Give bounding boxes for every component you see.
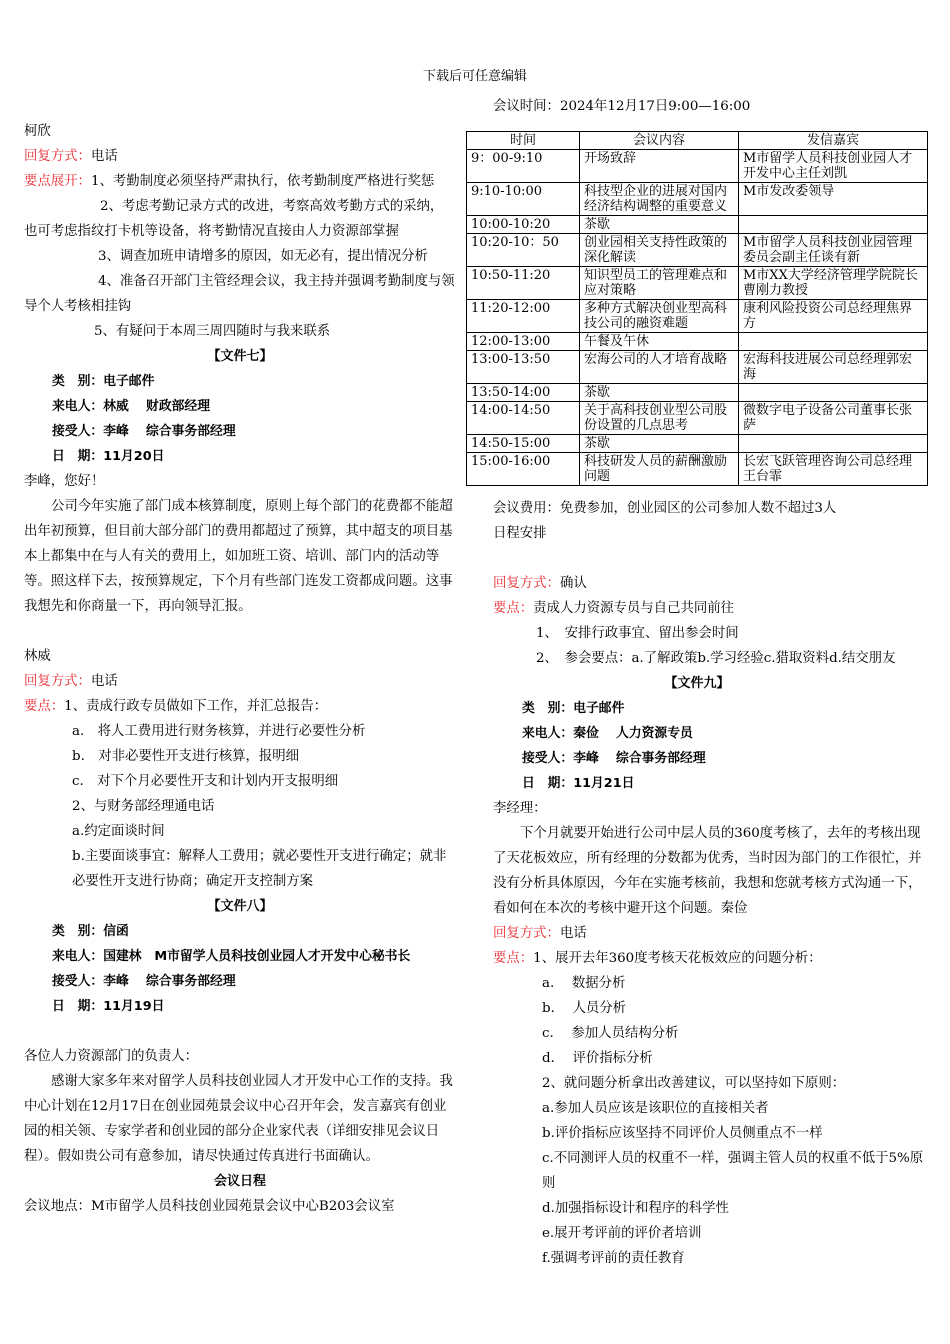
agenda-cell-content: 科技型企业的进展对国内经济结构调整的重要意义 — [580, 183, 739, 216]
agenda-cell-content: 午餐及午休 — [580, 333, 739, 351]
reply4-point-1a: a. 数据分析 — [542, 976, 626, 991]
spacer — [466, 119, 928, 131]
agenda-cell-time: 13:50-14:00 — [467, 384, 580, 402]
agenda-row — [467, 435, 928, 453]
agenda-cell-time: 14:00-14:50 — [467, 402, 580, 435]
meeting-time: 会议时间：2024年12月17日9:00—16:00 — [493, 99, 751, 114]
reply3-point-1: 1、 安排行政事宜、留出参会时间 — [536, 626, 739, 641]
reply4-point-2a: a.参加人员应该是该职位的直接相关者 — [542, 1101, 769, 1116]
agenda-row — [467, 384, 928, 402]
agenda-table-header-row — [467, 132, 928, 150]
reply3-point-main: 责成人力资源专员与自己共同前往 — [533, 601, 735, 616]
reply2-method-label: 回复方式： — [24, 674, 91, 689]
agenda-cell-speaker — [739, 435, 928, 453]
agenda-row — [467, 351, 928, 384]
reply2-point-1: 1、责成行政专员做如下工作，并汇总报告： — [64, 699, 328, 714]
reply-method-line — [24, 144, 456, 169]
agenda-col-content: 会议内容 — [580, 132, 739, 150]
agenda-row — [467, 300, 928, 333]
agenda-cell-time: 9:10-10:00 — [467, 183, 580, 216]
reply3-points-label: 要点： — [493, 601, 534, 616]
agenda-cell-content: 茶歇 — [580, 216, 739, 234]
reply2-points-line — [24, 694, 456, 719]
agenda-cell-time: 14:50-15:00 — [467, 435, 580, 453]
doc9-date: 日 期：11月21日 — [522, 776, 635, 791]
doc9-title: 【文件九】 — [664, 676, 730, 691]
agenda-row — [467, 234, 928, 267]
agenda-row — [467, 333, 928, 351]
doc7-date: 日 期：11月20日 — [52, 449, 165, 464]
agenda-cell-speaker: 微数字电子设备公司董事长张萨 — [739, 402, 928, 435]
agenda-cell-content: 茶歇 — [580, 384, 739, 402]
doc7-from: 来电人：林威 财政部经理 — [52, 399, 211, 414]
agenda-cell-speaker — [739, 333, 928, 351]
meeting-fee: 会议费用：免费参加，创业园区的公司参加人数不超过3人 — [493, 501, 837, 516]
reply4-points-label: 要点： — [493, 951, 534, 966]
page-header: 下载后可任意编辑 — [422, 69, 527, 84]
agenda-cell-speaker: 长宏飞跃管理咨询公司总经理王台霏 — [739, 453, 928, 486]
agenda-cell-speaker: M市发改委领导 — [739, 183, 928, 216]
agenda-cell-time: 9：00-9:10 — [467, 150, 580, 183]
doc9-to: 接受人：李峰 综合事务部经理 — [522, 751, 706, 766]
agenda-cell-time: 10:50-11:20 — [467, 267, 580, 300]
agenda-cell-content: 科技研发人员的薪酬激励问题 — [580, 453, 739, 486]
reply4-point-1b: b. 人员分析 — [542, 1001, 627, 1016]
agenda-cell-time: 15:00-16:00 — [467, 453, 580, 486]
reply2-point-1c: c. 对下个月必要性开支和计划内开支报明细 — [72, 774, 339, 789]
spacer — [24, 94, 456, 119]
doc8-to: 接受人：李峰 综合事务部经理 — [52, 974, 236, 989]
reply4-point-1c: c. 参加人员结构分析 — [542, 1026, 679, 1041]
reply4-point-2e: e.展开考评前的评价者培训 — [542, 1226, 702, 1241]
reply3-method-label: 回复方式： — [493, 576, 560, 591]
spacer — [24, 1019, 456, 1044]
doc7-body: 公司今年实施了部门成本核算制度，原则上每个部门的花费都不能超出年初预算，但目前大部分部门的费用都超过了预算，其中超支的项目基本上都集中在与人有关的费用上，如加班工资、培训、部门内的活动等等。照这样下去，按预算规定，下个月有些部门连发工资都成问题。这事我想先和你商量一下，再向领导汇报。 — [24, 499, 453, 614]
agenda-row — [467, 402, 928, 435]
key-point-2: 2、考虑考勤记录方式的改进，考察高效考勤方式的采纳，也可考虑指纹打卡机等设备，将考勤情况直接由人力资源部掌握 — [24, 199, 444, 239]
doc8-date: 日 期：11月19日 — [52, 999, 165, 1014]
agenda-cell-speaker: M市留学人员科技创业园人才开发中心主任刘凯 — [739, 150, 928, 183]
agenda-col-speaker: 发信嘉宾 — [739, 132, 928, 150]
doc7-title: 【文件七】 — [207, 349, 273, 364]
reply2-point-1a: a. 将人工费用进行财务核算，并进行必要性分析 — [72, 724, 366, 739]
reply3-points-line — [466, 596, 928, 621]
reply2-points-label: 要点： — [24, 699, 65, 714]
agenda-cell-speaker: M市XX大学经济管理学院院长曹刚力教授 — [739, 267, 928, 300]
agenda-cell-time: 10:20-10：50 — [467, 234, 580, 267]
agenda-row — [467, 267, 928, 300]
reply3-method-value: 确认 — [559, 576, 587, 591]
reply4-method-line — [466, 921, 928, 946]
agenda-row — [467, 453, 928, 486]
reply4-point-1: 1、展开去年360度考核天花板效应的问题分析： — [533, 951, 822, 966]
agenda-cell-speaker: 康利风险投资公司总经理焦界方 — [739, 300, 928, 333]
doc9-greeting: 李经理： — [493, 801, 547, 816]
left-column — [24, 94, 456, 1219]
reply4-points-line — [466, 946, 928, 971]
agenda-cell-speaker — [739, 216, 928, 234]
agenda-cell-content: 知识型员工的管理难点和应对策略 — [580, 267, 739, 300]
doc8-greeting: 各位人力资源部门的负责人： — [24, 1049, 199, 1064]
doc8-type: 类 别：信函 — [52, 924, 129, 939]
reply3-point-2: 2、 参会要点：a.了解政策b.学习经验c.猎取资料d.结交朋友 — [536, 651, 896, 666]
key-points-label: 要点展开： — [24, 174, 91, 189]
reply4-point-2b: b.评价指标应该坚持不同评价人员侧重点不一样 — [542, 1126, 823, 1141]
reply-method-value: 电话 — [90, 149, 118, 164]
agenda-cell-time: 10:00-10:20 — [467, 216, 580, 234]
doc9-from: 来电人：秦俭 人力资源专员 — [522, 726, 693, 741]
agenda-cell-time: 13:00-13:50 — [467, 351, 580, 384]
key-point-4: 4、准备召开部门主管经理会议，我主持并强调考勤制度与领导个人考核相挂钩 — [24, 274, 455, 314]
reply2-method-value: 电话 — [90, 674, 118, 689]
doc9-body: 下个月就要开始进行公司中层人员的360度考核了，去年的考核出现了天花板效应，所有经理的分数都为优秀，当时因为部门的工作很忙，并没有分析具体原因，今年在实施考核前，我想和您就考核方式沟通一下，看如何在本次的考核中避开这个问题。秦俭 — [493, 826, 922, 916]
agenda-cell-time: 11:20-12:00 — [467, 300, 580, 333]
doc7-greeting: 李峰，您好！ — [24, 474, 105, 489]
sender-name: 柯欣 — [24, 124, 51, 139]
agenda-cell-content: 多种方式解决创业型高科技公司的融资难题 — [580, 300, 739, 333]
agenda-cell-content: 开场致辞 — [580, 150, 739, 183]
agenda-col-time: 时间 — [467, 132, 580, 150]
agenda-cell-speaker: 宏海科技进展公司总经理郭宏海 — [739, 351, 928, 384]
reply4-method-label: 回复方式： — [493, 926, 560, 941]
reply4-point-2c: c.不同测评人员的权重不一样，强调主管人员的权重不低于5%原则 — [542, 1151, 924, 1191]
reply2-point-2a: a.约定面谈时间 — [72, 824, 165, 839]
reply2-point-1b: b. 对非必要性开支进行核算，报明细 — [72, 749, 300, 764]
doc7-type: 类 别：电子邮件 — [52, 374, 155, 389]
agenda-cell-speaker: M市留学人员科技创业园管理委员会副主任谈有新 — [739, 234, 928, 267]
reply4-point-1d: d. 评价指标分析 — [542, 1051, 653, 1066]
agenda-row — [467, 183, 928, 216]
reply4-point-2f: f.强调考评前的责任教育 — [542, 1251, 685, 1266]
spacer — [24, 619, 456, 644]
right-column — [466, 94, 928, 1271]
reply4-method-value: 电话 — [559, 926, 587, 941]
agenda-place: 会议地点：M市留学人员科技创业园苑景会议中心B203会议室 — [24, 1199, 395, 1214]
key-points-line — [24, 169, 456, 194]
agenda-cell-time: 12:00-13:00 — [467, 333, 580, 351]
schedule-note: 日程安排 — [493, 526, 547, 541]
key-point-5: 5、有疑问于本周三周四随时与我来联系 — [94, 324, 331, 339]
reply2-method-line — [24, 669, 456, 694]
agenda-cell-content: 宏海公司的人才培育战略 — [580, 351, 739, 384]
reply3-method-line — [466, 571, 928, 596]
reply2-name: 林威 — [24, 649, 51, 664]
agenda-table — [466, 131, 928, 486]
reply4-point-2d: d.加强指标设计和程序的科学性 — [542, 1201, 729, 1216]
agenda-cell-speaker — [739, 384, 928, 402]
doc9-type: 类 别：电子邮件 — [522, 701, 625, 716]
reply4-point-2: 2、就问题分析拿出改善建议，可以坚持如下原则： — [542, 1076, 846, 1091]
key-point-1: 1、考勤制度必须坚持严肃执行，依考勤制度严格进行奖惩 — [90, 174, 435, 189]
reply-method-label: 回复方式： — [24, 149, 91, 164]
agenda-cell-content: 创业园相关支持性政策的深化解读 — [580, 234, 739, 267]
agenda-title: 会议日程 — [213, 1174, 266, 1189]
agenda-cell-content: 茶歇 — [580, 435, 739, 453]
agenda-row — [467, 150, 928, 183]
doc7-to: 接受人：李峰 综合事务部经理 — [52, 424, 236, 439]
doc8-body: 感谢大家多年来对留学人员科技创业园人才开发中心工作的支持。我中心计划在12月17日在创业园苑景会议中心召开年会，发言嘉宾有创业园的相关领、专家学者和创业园的部分企业家代表（详细安排见会议日程）。假如贵公司有意参加，请尽快通过传真进行书面确认。 — [24, 1074, 453, 1164]
doc8-from: 来电人：国建林 M市留学人员科技创业园人才开发中心秘书长 — [52, 949, 411, 964]
agenda-table-body — [467, 150, 928, 486]
agenda-cell-content: 关于高科技创业型公司股份设置的几点思考 — [580, 402, 739, 435]
reply2-point-2: 2、与财务部经理通电话 — [72, 799, 215, 814]
key-point-3: 3、调查加班申请增多的原因，如无必有，提出情况分析 — [98, 249, 428, 264]
doc8-title: 【文件八】 — [207, 899, 273, 914]
agenda-row — [467, 216, 928, 234]
spacer — [466, 546, 928, 571]
reply2-point-2b: b.主要面谈事宜：解释人工费用；就必要性开支进行确定；就非必要性开支进行协商；确定开支控制方案 — [72, 849, 447, 889]
